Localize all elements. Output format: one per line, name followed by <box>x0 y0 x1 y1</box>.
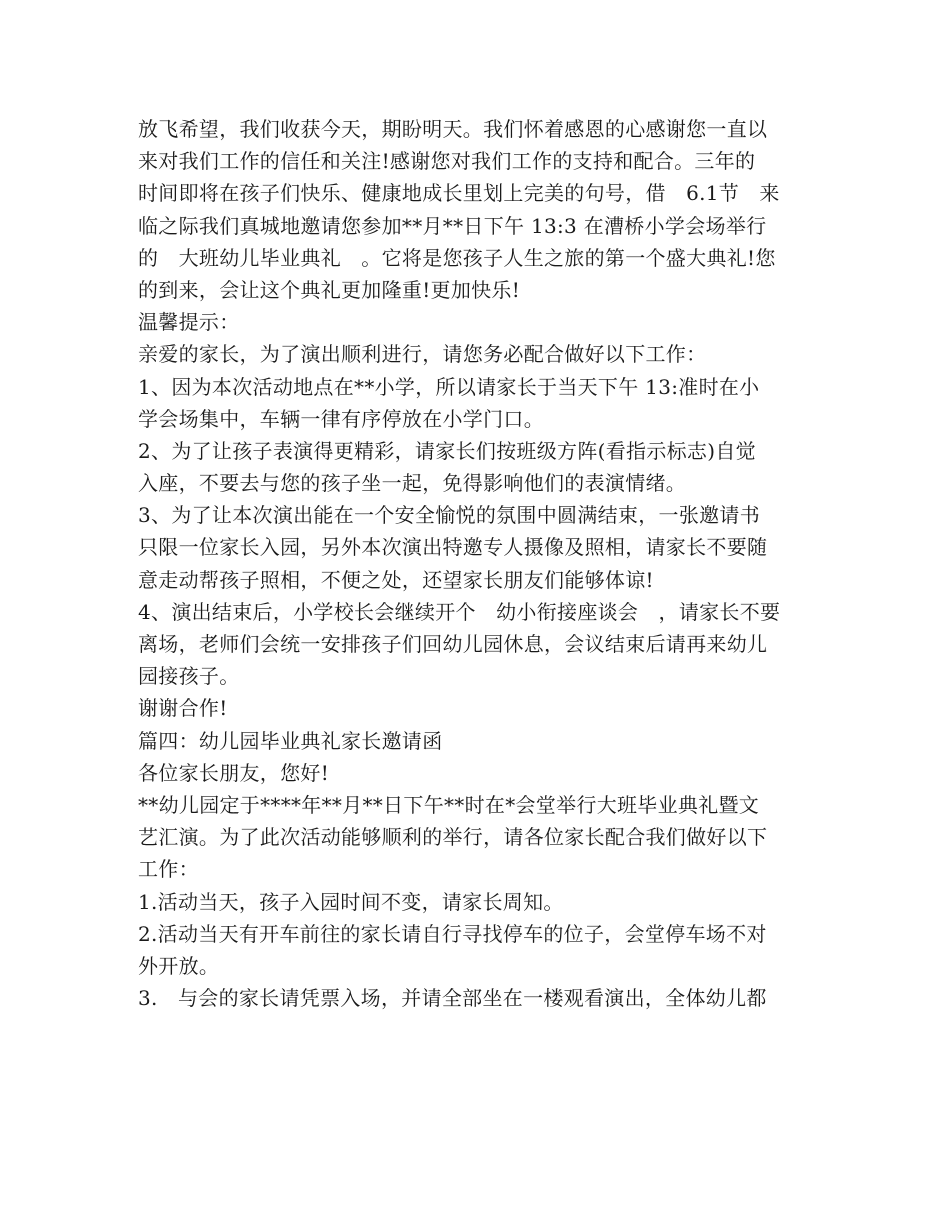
text-line: **幼儿园定于****年**月**日下午**时在*会堂举行大班毕业典礼暨文 <box>138 792 760 817</box>
text-line: 时间即将在孩子们快乐、健康地成长里划上完美的句号，借 6.1节 来 <box>138 181 780 206</box>
text-line: 入座，不要去与您的孩子坐一起，免得影响他们的表演情绪。 <box>138 471 687 496</box>
text-line: 温馨提示： <box>138 310 240 335</box>
text-line: 各位家长朋友，您好! <box>138 760 330 785</box>
text-line: 篇四：幼儿园毕业典礼家长邀请函 <box>138 728 443 753</box>
text-line: 学会场集中，车辆一律有序停放在小学门口。 <box>138 406 544 431</box>
text-line: 园接孩子。 <box>138 664 240 689</box>
text-line: 谢谢合作! <box>138 696 228 721</box>
text-line: 来对我们工作的信任和关注!感谢您对我们工作的支持和配合。三年的 <box>138 149 756 174</box>
text-line: 2.活动当天有开车前往的家长请自行寻找停车的位子，会堂停车场不对 <box>138 921 767 946</box>
text-line: 1.活动当天，孩子入园时间不变，请家长周知。 <box>138 889 564 914</box>
text-line: 1、因为本次活动地点在**小学，所以请家长于当天下午 13:准时在小 <box>138 374 760 399</box>
text-line: 意走动帮孩子照相，不便之处，还望家长朋友们能够体谅! <box>138 567 654 592</box>
text-line: 2、为了让孩子表演得更精彩，请家长们按班级方阵(看指示标志)自觉 <box>138 438 756 463</box>
text-line: 亲爱的家长，为了演出顺利进行，请您务必配合做好以下工作： <box>138 342 707 367</box>
text-line: 外开放。 <box>138 953 220 978</box>
text-line: 放飞希望，我们收获今天，期盼明天。我们怀着感恩的心感谢您一直以 <box>138 117 768 141</box>
text-line: 的到来，会让这个典礼更加隆重!更加快乐! <box>138 277 521 302</box>
text-line: 工作： <box>138 857 199 882</box>
text-line: 3、为了让本次演出能在一个安全愉悦的氛围中圆满结束，一张邀请书 <box>138 503 761 528</box>
text-line: 3. 与会的家长请凭票入场，并请全部坐在一楼观看演出，全体幼儿都 <box>138 986 767 1011</box>
text-line: 离场，老师们会统一安排孩子们回幼儿园休息，会议结束后请再来幼儿 <box>138 632 768 656</box>
document-body <box>138 113 818 1014</box>
text-line: 的 大班幼儿毕业典礼 。它将是您孩子人生之旅的第一个盛大典礼!您 <box>138 245 776 270</box>
text-line: 4、演出结束后，小学校长会继续开个 幼小衔接座谈会 ，请家长不要 <box>138 599 781 624</box>
text-line: 艺汇演。为了此次活动能够顺利的举行，请各位家长配合我们做好以下 <box>138 825 768 850</box>
text-line: 临之际我们真城地邀请您参加**月**日下午 13:3 在漕桥小学会场举行 <box>138 213 767 238</box>
text-line: 只限一位家长入园，另外本次演出特邀专人摄像及照相，请家长不要随 <box>138 535 768 560</box>
